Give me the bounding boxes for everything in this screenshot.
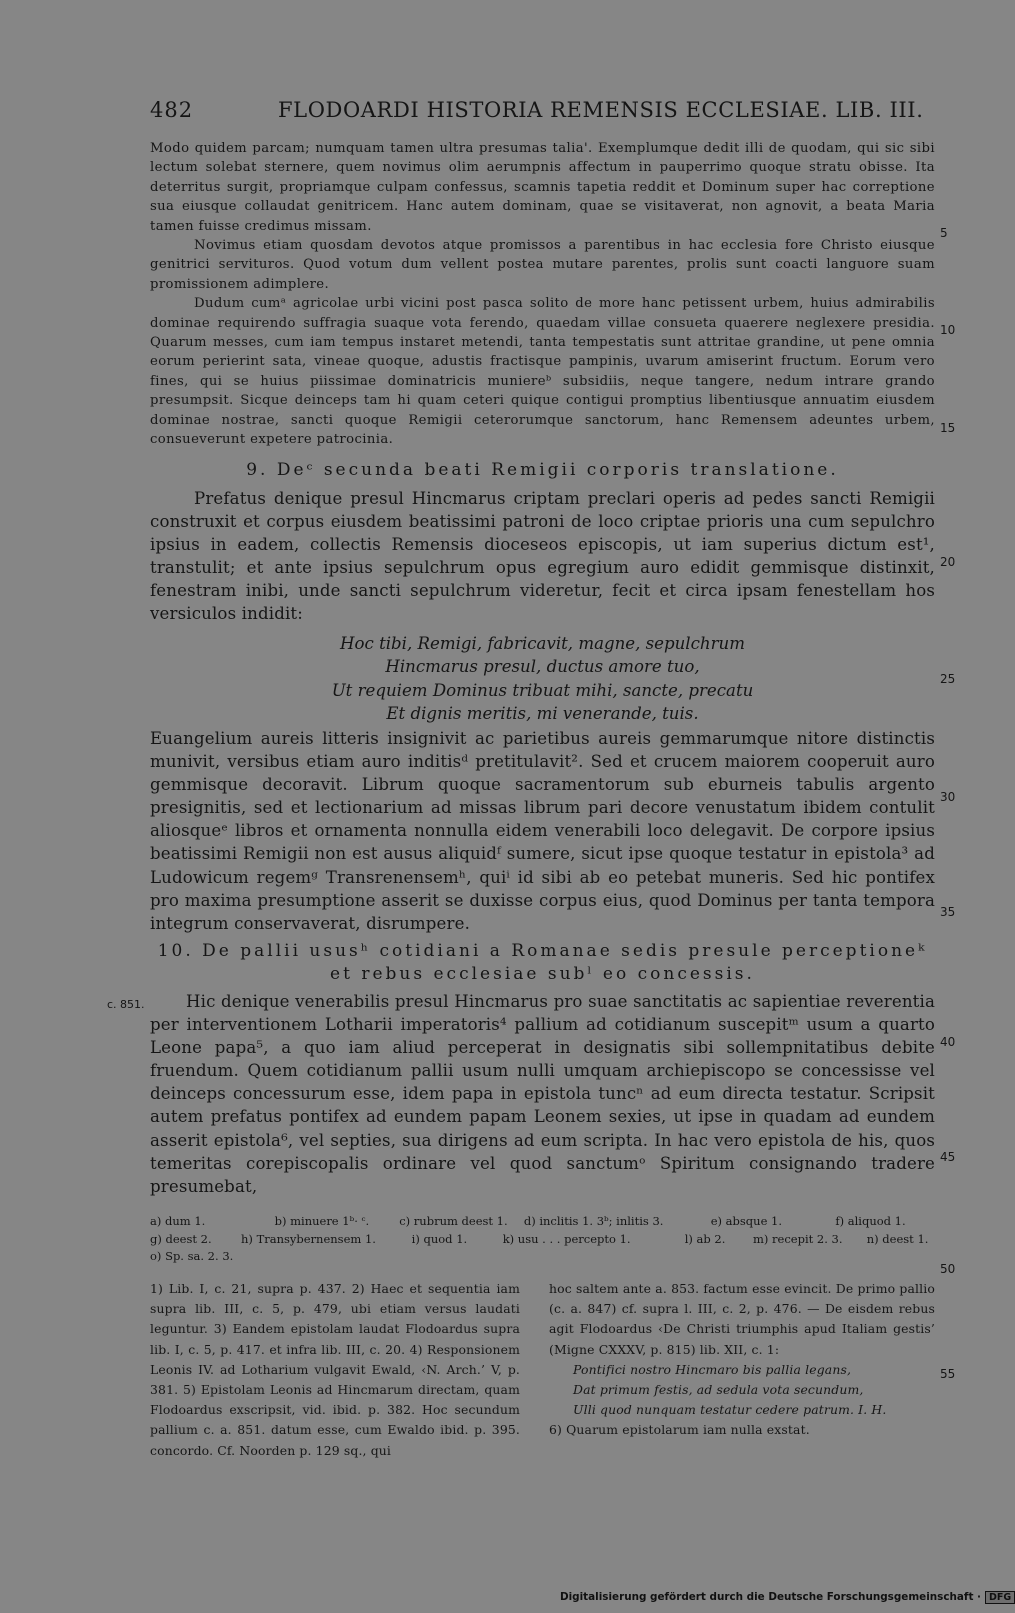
verse-line: Et dignis meritis, mi venerande, tuis. bbox=[386, 704, 699, 724]
paragraph: Novimus etiam quosdam devotos atque promissos a parentibus in hac ecclesia fore Christo eiusque genitrici servituros. Quod votum dum vellent postea mutare parentes, prolis sunt coacti languore suam promissionem adimplere. bbox=[150, 238, 935, 292]
line-number: 55 bbox=[940, 1367, 956, 1381]
paragraph: Hic denique venerabilis presul Hincmarus pro suae sanctitatis ac sapientiae reverentia per interventionem Lotharii imperatoris⁴ pallium ad cotidianum suscepitᵐ usum a quarto Leone papa⁵, a quo iam aliud perceperat in designatis sibi sollempnitatibus debite fruendum. Quem cotidianum pallii usum nulli umquam archiepiscopo se concessisse vel deinceps concessurum esse, idem papa in epistola tuncⁿ ad eum directa testatur. Scripsit autem prefatus pontifex ad eundem papam Leonem sexies, ut ipse in quadam ad eundem asserit epistola⁶, vel septies, sua dirigens ad eum scripta. In hac vero epistola de his, quos temeritas corepiscopalis ordinare vel quod sanctumᵒ Spiritum consignando tradere presumebat, bbox=[150, 992, 935, 1196]
footnotes-right bbox=[549, 1279, 935, 1441]
intro-text bbox=[150, 139, 935, 450]
apparatus-entry: e) absque 1. bbox=[710, 1214, 783, 1228]
line-number: 25 bbox=[940, 672, 956, 686]
heading-line: et rebus ecclesiae subˡ eo concessis. bbox=[330, 964, 755, 984]
apparatus-entry: b) minuere 1ᵇ· ᶜ. bbox=[274, 1214, 370, 1228]
apparatus-entry: f) aliquod 1. bbox=[835, 1214, 906, 1228]
verse-line: Hoc tibi, Remigi, fabricavit, magne, sepulchrum bbox=[340, 634, 745, 653]
line-number: 20 bbox=[940, 555, 956, 569]
line-number: 5 bbox=[940, 226, 948, 240]
dfg-logo-icon: DFG bbox=[985, 1591, 1015, 1604]
verse-block bbox=[150, 632, 935, 726]
apparatus-entry: g) deest 2. bbox=[150, 1231, 212, 1246]
credit-text: Digitalisierung gefördert durch die Deutsche Forschungsgemeinschaft · bbox=[560, 1591, 981, 1603]
paragraph: Prefatus denique presul Hincmarus criptam preclari operis ad pedes sancti Remigii construxit et corpus eiusdem beatissimi patroni de loco criptae prioris una cum sepulchro ipsius in eadem, collectis Remensis dioceseos episcopis, ut iam superius dictum est¹, transtulit; et ante ipsius sepulchrum opus egregium auro edidit gemmisque distinxit, fenestram inibi, unde sancti sepulchrum videretur, fecit et circa ipsam fenestellam hos versiculos indidit: bbox=[150, 489, 935, 624]
apparatus-entry: k) usu . . . percepto 1. bbox=[502, 1231, 631, 1246]
footnote-text: 1) Lib. I, c. 21, supra p. 437. 2) Haec et sequentia iam supra lib. III, c. 5, p. 479, ubi etiam versus laudati leguntur. 3) Eandem epistolam laudat Flodoardus supra lib. I, c. 5, p. 417. et infra lib. III, c. 20. 4) Responsionem Leonis IV. ad Lotharium vulgavit Ewald, ‹N. Arch.’ V, p. 381. 5) Epistolam Leonis ad Hincmarum directam, quam Flodoardus exscripsit, vid. ibid. p. 382. Hoc secundum pallium c. a. 851. datum esse, cum Ewaldo ibid. p. 395. concordo. Cf. Noorden p. 129 sq., qui bbox=[150, 1281, 520, 1458]
line-number: 50 bbox=[940, 1262, 956, 1276]
apparatus-entry: l) ab 2. bbox=[684, 1231, 726, 1246]
page-number: 482 bbox=[150, 98, 194, 122]
footnote-text: 6) Quarum epistolarum iam nulla exstat. bbox=[549, 1422, 810, 1438]
apparatus-entry: c) rubrum deest 1. bbox=[399, 1214, 508, 1228]
line-number: 30 bbox=[940, 790, 956, 804]
apparatus-entry: i) quod 1. bbox=[411, 1231, 468, 1246]
paragraph: Dudum cumᵃ agricolae urbi vicini post pasca solito de more hanc petissent urbem, huius admirabilis dominae requirendo suffragia suaque vota ferendo, quaedam villae consueta quaerere neglexere presidia. Quarum messes, cum iam tempus instaret metendi, tanta tempestatis sunt attritae grandine, ut pene omnia eorum perierint sata, vineae quoque, adustis fractisque pampinis, uvarum amiserint fructum. Eorum vero fines, qui se huius piissimae dominatricis muniereᵇ subsidiis, neque tangere, nedum intrare grando presumpsit. Sicque deinceps tam hi quam ceteri quique contigui promptius libentiusque annuatim eiusdem dominae nostrae, sancti quoque Remigii ceterorumque sanctorum, hanc Remensem adeuntes urbem, consueverunt expetere patrocinia. bbox=[150, 296, 935, 448]
apparatus-entry: m) recepit 2. 3. bbox=[752, 1231, 843, 1246]
critical-apparatus bbox=[150, 1213, 935, 1266]
margin-date: c. 851. bbox=[107, 998, 145, 1011]
paragraph: Modo quidem parcam; numquam tamen ultra presumas talia'. Exemplumque dedit illi de quodam, qui sic sibi lectum solebat sternere, quem novimus olim aerumpnis affectum in pauperrimo quoque stratu obisse. Ita deterritus surgit, propriamque culpam confessus, scamnis tapetia reddit et Dominum super hac correptione sua eiusque collaudat genitricem. Hanc autem dominam, quae se visitaverat, non agnovit, a beata Maria tamen fuisse credimus missam. bbox=[150, 141, 935, 234]
footnote-verse: Pontifici nostro Hincmaro bis pallia legans, bbox=[573, 1361, 852, 1377]
line-number: 10 bbox=[940, 323, 956, 337]
apparatus-row bbox=[150, 1231, 935, 1249]
apparatus-entry: a) dum 1. bbox=[150, 1214, 206, 1228]
line-number: 15 bbox=[940, 421, 956, 435]
footnote-verse: Ulli quod nunquam testatur cedere patrum. I. H. bbox=[573, 1402, 887, 1418]
chapter-10-heading bbox=[150, 940, 935, 986]
apparatus-entry: d) inclitis 1. 3ᵇ; inlitis 3. bbox=[523, 1214, 664, 1228]
apparatus-entry: h) Transybernensem 1. bbox=[241, 1231, 376, 1246]
apparatus-entry: n) deest 1. bbox=[866, 1231, 929, 1246]
line-number: 40 bbox=[940, 1035, 956, 1049]
paragraph: Euangelium aureis litteris insignivit ac parietibus aureis gemmarumque nitore distinctis munivit, versibus etiam auro inditisᵈ pretitulavit². Sed et crucem maiorem cooperuit auro gemmisque decoravit. Librum quoque sacramentorum sub eburneis tabulis argento presignitis, sed et lectionarium ad missas librum pari decore venustatum ibidem contulit aliosqueᵉ libros et ornamenta nonnulla eidem venerabili loco delegavit. De corpore ipsius beatissimi Remigii non est ausus aliquidᶠ sumere, sicut ipse quoque testatur in epistola³ ad Ludowicum regemᵍ Transrenensemʰ, quiⁱ id sibi ab eo petebat muneris. Sed hic pontifex pro maxima presumptione asserit se duxisse corpus eius, quod Dominus per tanta tempora integrum conservaverat, disrumpere. bbox=[150, 729, 935, 933]
page-header bbox=[150, 98, 930, 130]
footnotes-left bbox=[150, 1279, 520, 1461]
running-title: FLODOARDI HISTORIA REMENSIS ECCLESIAE. LIB. III. bbox=[278, 98, 924, 122]
apparatus-entry: o) Sp. sa. 2. 3. bbox=[150, 1249, 234, 1263]
line-number: 35 bbox=[940, 905, 956, 919]
footnote-verse: Dat primum festis, ad sedula vota secundum, bbox=[573, 1382, 864, 1398]
verse-line: Hincmarus presul, ductus amore tuo, bbox=[385, 657, 700, 677]
verse-line: Ut requiem Dominus tribuat mihi, sancte, precatu bbox=[331, 680, 754, 700]
chapter-9-continuation bbox=[150, 727, 935, 935]
apparatus-row bbox=[150, 1248, 935, 1266]
chapter-9-body bbox=[150, 487, 935, 626]
digitization-credit bbox=[560, 1591, 1012, 1604]
chapter-9-heading: 9. Deᶜ secunda beati Remigii corporis translatione. bbox=[246, 460, 839, 480]
line-number: 45 bbox=[940, 1150, 956, 1164]
chapter-10-body bbox=[150, 990, 935, 1198]
footnote-text: hoc saltem ante a. 853. factum esse evincit. De primo pallio (c. a. 847) cf. supra l. III, c. 2, p. 476. — De eisdem rebus agit Flodoardus ‹De Christi triumphis apud Italiam gestis’ (Migne CXXXV, p. 815) lib. XII, c. 1: bbox=[549, 1281, 935, 1357]
apparatus-row bbox=[150, 1213, 935, 1231]
heading-line: 10. De pallii ususʰ cotidiani a Romanae sedis presule perceptioneᵏ bbox=[157, 941, 928, 961]
